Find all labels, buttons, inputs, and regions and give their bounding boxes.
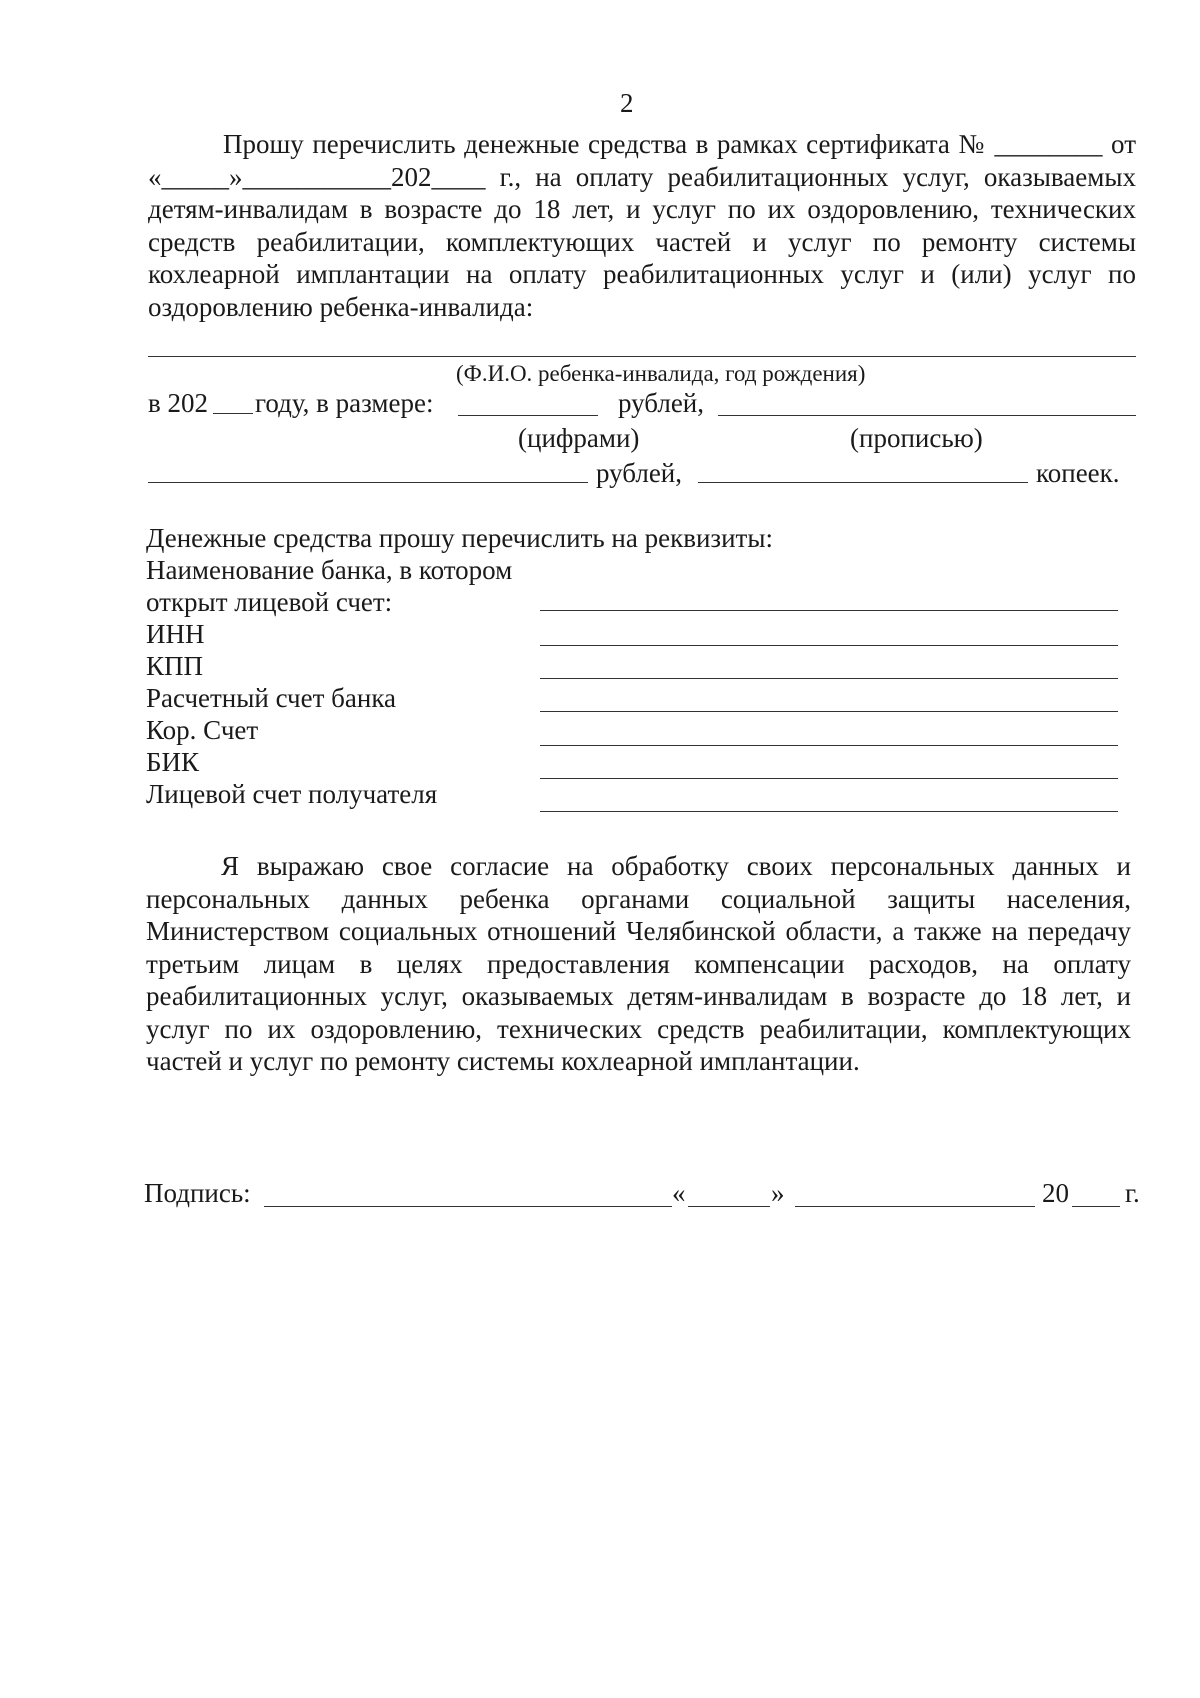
date-year-line: [1072, 1206, 1120, 1207]
bank-name-line: [540, 610, 1118, 611]
request-paragraph: Прошу перечислить денежные средства в рамках сертификата № ________ от «_____»___________202____ г., на оплату реабилитационных услуг, оказываемых детям-инвалидам в возрасте до 18 лет, и услуг по их оздоровлению, технических средств реабилитации, комплектующих частей и услуг по ремонту системы кохлеарной имплантации на оплату реабилитационных услуг и (или) услуг по оздоровлению ребенка-инвалида:: [148, 129, 1136, 322]
signature-label: Подпись:: [144, 1178, 251, 1208]
date-year-suffix: г.: [1125, 1178, 1140, 1208]
amount-kopecks-line: [698, 482, 1028, 483]
date-day-line: [688, 1206, 770, 1207]
account-line: [540, 711, 1118, 712]
amount-year-line: [213, 413, 253, 414]
page-number: 2: [620, 88, 634, 118]
corr-account-line: [540, 745, 1118, 746]
bik-label: БИК: [146, 747, 200, 777]
personal-account-line: [540, 811, 1118, 812]
bik-line: [540, 778, 1118, 779]
signature-line: [264, 1206, 672, 1207]
amount-words-line-2: [148, 482, 588, 483]
bank-name-label-1: Наименование банка, в котором: [146, 555, 513, 585]
amount-year-suffix: году, в размере:: [255, 388, 434, 418]
amount-words-line: [718, 415, 1136, 416]
amount-year-prefix: в 202: [148, 388, 208, 418]
inn-line: [540, 645, 1118, 646]
child-name-caption: (Ф.И.О. ребенка-инвалида, год рождения): [456, 361, 866, 386]
digits-caption: (цифрами): [518, 423, 640, 453]
kpp-line: [540, 678, 1118, 679]
bank-name-label-2: открыт лицевой счет:: [146, 587, 393, 617]
child-name-line: [148, 356, 1136, 357]
words-caption: (прописью): [850, 423, 983, 453]
amount-rubles: рублей,: [618, 388, 705, 418]
requisites-heading: Денежные средства прошу перечислить на реквизиты:: [146, 523, 773, 553]
date-quote-close: »: [771, 1178, 785, 1208]
kpp-label: КПП: [146, 651, 204, 681]
corr-account-label: Кор. Счет: [146, 715, 259, 745]
account-label: Расчетный счет банка: [146, 683, 397, 713]
date-month-line: [795, 1206, 1035, 1207]
inn-label: ИНН: [146, 619, 205, 649]
date-year-prefix: 20: [1042, 1178, 1069, 1208]
amount-rubles-2: рублей,: [596, 458, 683, 488]
personal-account-label: Лицевой счет получателя: [146, 779, 438, 809]
consent-paragraph: Я выражаю свое согласие на обработку своих персональных данных и персональных данных ребенка органами социальной защиты населения, Министерством социальных отношений Челябинской области, а также на передачу третьим лицам в целях предоставления компенсации расходов, на оплату реабилитационных услуг, оказываемых детям-инвалидам в возрасте до 18 лет, и услуг по их оздоровлению, технических средств реабилитации, комплектующих частей и услуг по ремонту системы кохлеарной имплантации.: [146, 851, 1131, 1076]
amount-kopecks: копеек.: [1036, 458, 1120, 488]
amount-digits-line: [458, 415, 598, 416]
date-quote-open: «: [672, 1178, 686, 1208]
